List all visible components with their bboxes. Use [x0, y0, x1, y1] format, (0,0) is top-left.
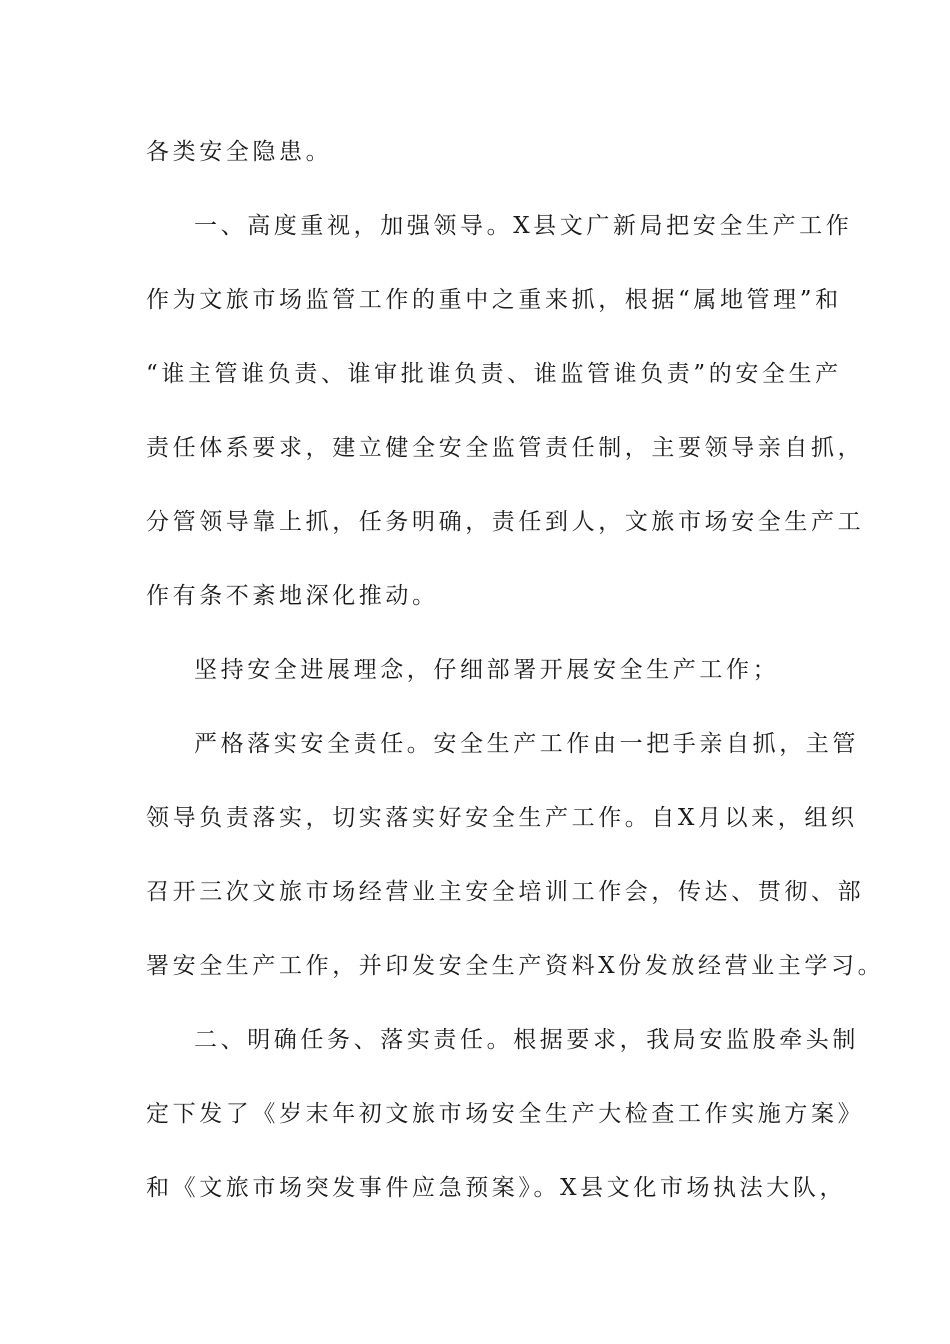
text-line: 分管领导靠上抓，任务明确，责任到人，文旅市场安全生产工: [146, 509, 865, 535]
text-line: 召开三次文旅市场经营业主安全培训工作会，传达、贯彻、部: [146, 879, 865, 905]
paragraph-first-line: 一、高度重视，加强领导。X县文广新局把安全生产工作: [194, 213, 853, 239]
paragraph-first-line: 坚持安全进展理念，仔细部署开展安全生产工作；: [194, 657, 780, 683]
text-line: 定下发了《岁末年初文旅市场安全生产大检查工作实施方案》: [146, 1101, 865, 1127]
text-line: 责任体系要求，建立健全安全监管责任制，主要领导亲自抓，: [146, 435, 865, 461]
text-line: “谁主管谁负责、谁审批谁负责、谁监管谁负责”的安全生产: [146, 361, 842, 387]
text-line: 作为文旅市场监管工作的重中之重来抓，根据“属地管理”和: [146, 287, 842, 313]
text-line: 领导负责落实，切实落实好安全生产工作。自X月以来，组织: [146, 805, 858, 831]
paragraph-first-line: 严格落实安全责任。安全生产工作由一把手亲自抓，主管: [194, 731, 859, 757]
paragraph-first-line: 二、明确任务、落实责任。根据要求，我局安监股牵头制: [194, 1027, 859, 1053]
text-line: 和《文旅市场突发事件应急预案》。X县文化市场执法大队，: [146, 1175, 847, 1201]
text-line: 作有条不紊地深化推动。: [146, 583, 439, 609]
text-line: 署安全生产工作，并印发安全生产资料X份发放经营业主学习。: [146, 953, 885, 979]
text-line: 各类安全隐患。: [146, 139, 333, 165]
